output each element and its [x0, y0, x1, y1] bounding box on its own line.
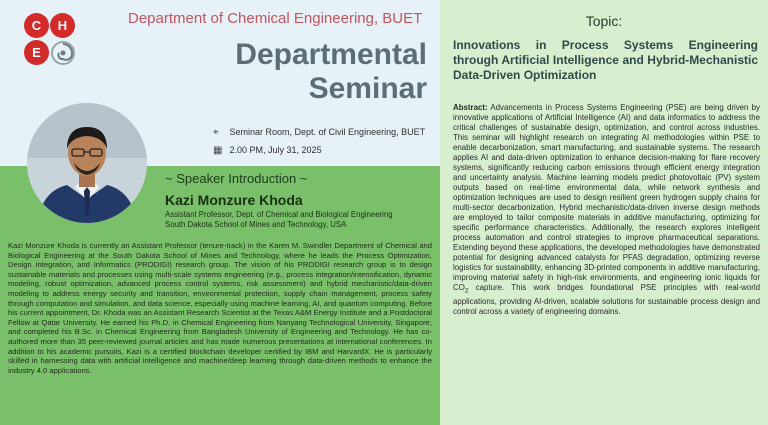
logo-letter-e: E	[24, 40, 49, 65]
map-pin-icon: ⌖	[213, 127, 219, 138]
speaker-intro-heading: ~ Speaker Introduction ~	[165, 171, 308, 186]
abstract-subscript: 2	[464, 287, 469, 295]
department-name: Department of Chemical Engineering, BUET	[128, 10, 423, 27]
event-datetime	[213, 145, 322, 156]
speaker-name: Kazi Monzure Khoda	[165, 192, 303, 208]
calendar-icon: ▦	[213, 145, 223, 156]
logo-swirl-icon	[50, 40, 76, 66]
speaker-affiliation	[165, 210, 393, 230]
topic-label: Topic:	[585, 13, 623, 29]
speaker-photo	[27, 103, 147, 223]
abstract-label: Abstract:	[453, 103, 488, 112]
event-datetime-text: 2.00 PM, July 31, 2025	[229, 145, 322, 155]
logo-letter-c: C	[24, 13, 49, 38]
topic-title: Innovations in Process Systems Engineering through Artificial Intelligence and Hybrid-Mechanistic Data-Driven Optimization	[453, 38, 758, 82]
speaker-bio: Kazi Monzure Khoda is currently an Assistant Professor (tenure-track) in the Karen M. Swindler Department of Chemical and Biological Engineering at the South Dakota School of Mines and Technology, where he leads the Process Optimization, Design Integration, and Informatics (PRODIGI) research group. The vision of his PRODIGI research group is to design sustainable materials and processes using multi-scale systems engineering (e.g., process integration/intensification, dynamic modeling, robust optimization, advanced process control systems, risk assessment) and hybrid mechanistic/data-driven modeling to address energy security and transition, environmental protection, supply chain management, process safety through computation and simulation, and data science, especially using machine learning, AI, and quantum computing. Before his current appointment, Dr. Khoda was an Assistant Research Scientist at the Texas A&M Energy Institute and a Postdoctoral Fellow at Qatar University. He earned his Ph.D. in Chemical Engineering from Nanyang Technological University, Singapore, and completed his B.Sc. in Chemical Engineering from Bangladesh University of Engineering and Technology. He has co-authored more than 35 peer-reviewed journal articles and has made numerous presentations at international conferences. In addition to his academic pursuits, Kazi is a certified blockchain developer certified by IBM and HarvardX. He is particularly skilled in harnessing data with artificial intelligence and machine/deep learning through data-driven methods to enhance the industry 4.0 applications.	[8, 241, 432, 375]
abstract-tail: capture. This work bridges foundational PSE principles with real-world applications, providing AI-driven, scalable solutions for sustainable process design and control across a variety of engineering domains.	[453, 283, 760, 316]
abstract	[453, 103, 760, 317]
event-venue	[213, 127, 425, 138]
abstract-text: Advancements in Process Systems Engineering (PSE) are being driven by innovative applications of Artificial Intelligence (AI) and data informatics to address the critical challenges of sustainable design, optimization, and control across industries. This seminar will highlight research on integrating AI methodologies within PSE to enable decarbonization, smart manufacturing, and sustainable systems. The research applies AI and data-driven optimization to enhance decision-making for flare recovery systems, significantly reducing carbon emissions through efficient energy integration and uncertainty analysis. Machine learning models predict photovoltaic (PV) system outputs based on real-time environmental data, while network synthesis and optimization techniques are used to design resilient green hydrogen supply chains for multi-sector decarbonization. Hybrid mechanistic/data-driven inverse design methods are employed to tailor composite materials in additive manufacturing, optimizing for specific performance characteristics. Additionally, the research explores intelligent process automation and control strategies to improve pharmaceutical separations. Extending beyond these applications, the developed methodologies have demonstrated potential for designing advanced catalysts for PFAS degradation, optimizing reverse logistics for sustainability, enhancing 3D-printed components in additive manufacturing, improving material safety in high-risk environments, and engineering ionic liquids for CO	[453, 103, 760, 292]
speaker-title-line2: South Dakota School of Mines and Technology, USA	[165, 220, 347, 229]
seminar-title-line2: Seminar	[308, 72, 427, 105]
event-venue-text: Seminar Room, Dept. of Civil Engineering, BUET	[229, 127, 426, 137]
speaker-title-line1: Assistant Professor, Dept. of Chemical and Biological Engineering	[165, 210, 393, 219]
logo-letter-h: H	[50, 13, 75, 38]
seminar-title-line1: Departmental	[235, 38, 427, 71]
speaker-portrait	[27, 103, 147, 223]
seminar-title	[222, 38, 427, 106]
che-logo	[18, 11, 78, 67]
